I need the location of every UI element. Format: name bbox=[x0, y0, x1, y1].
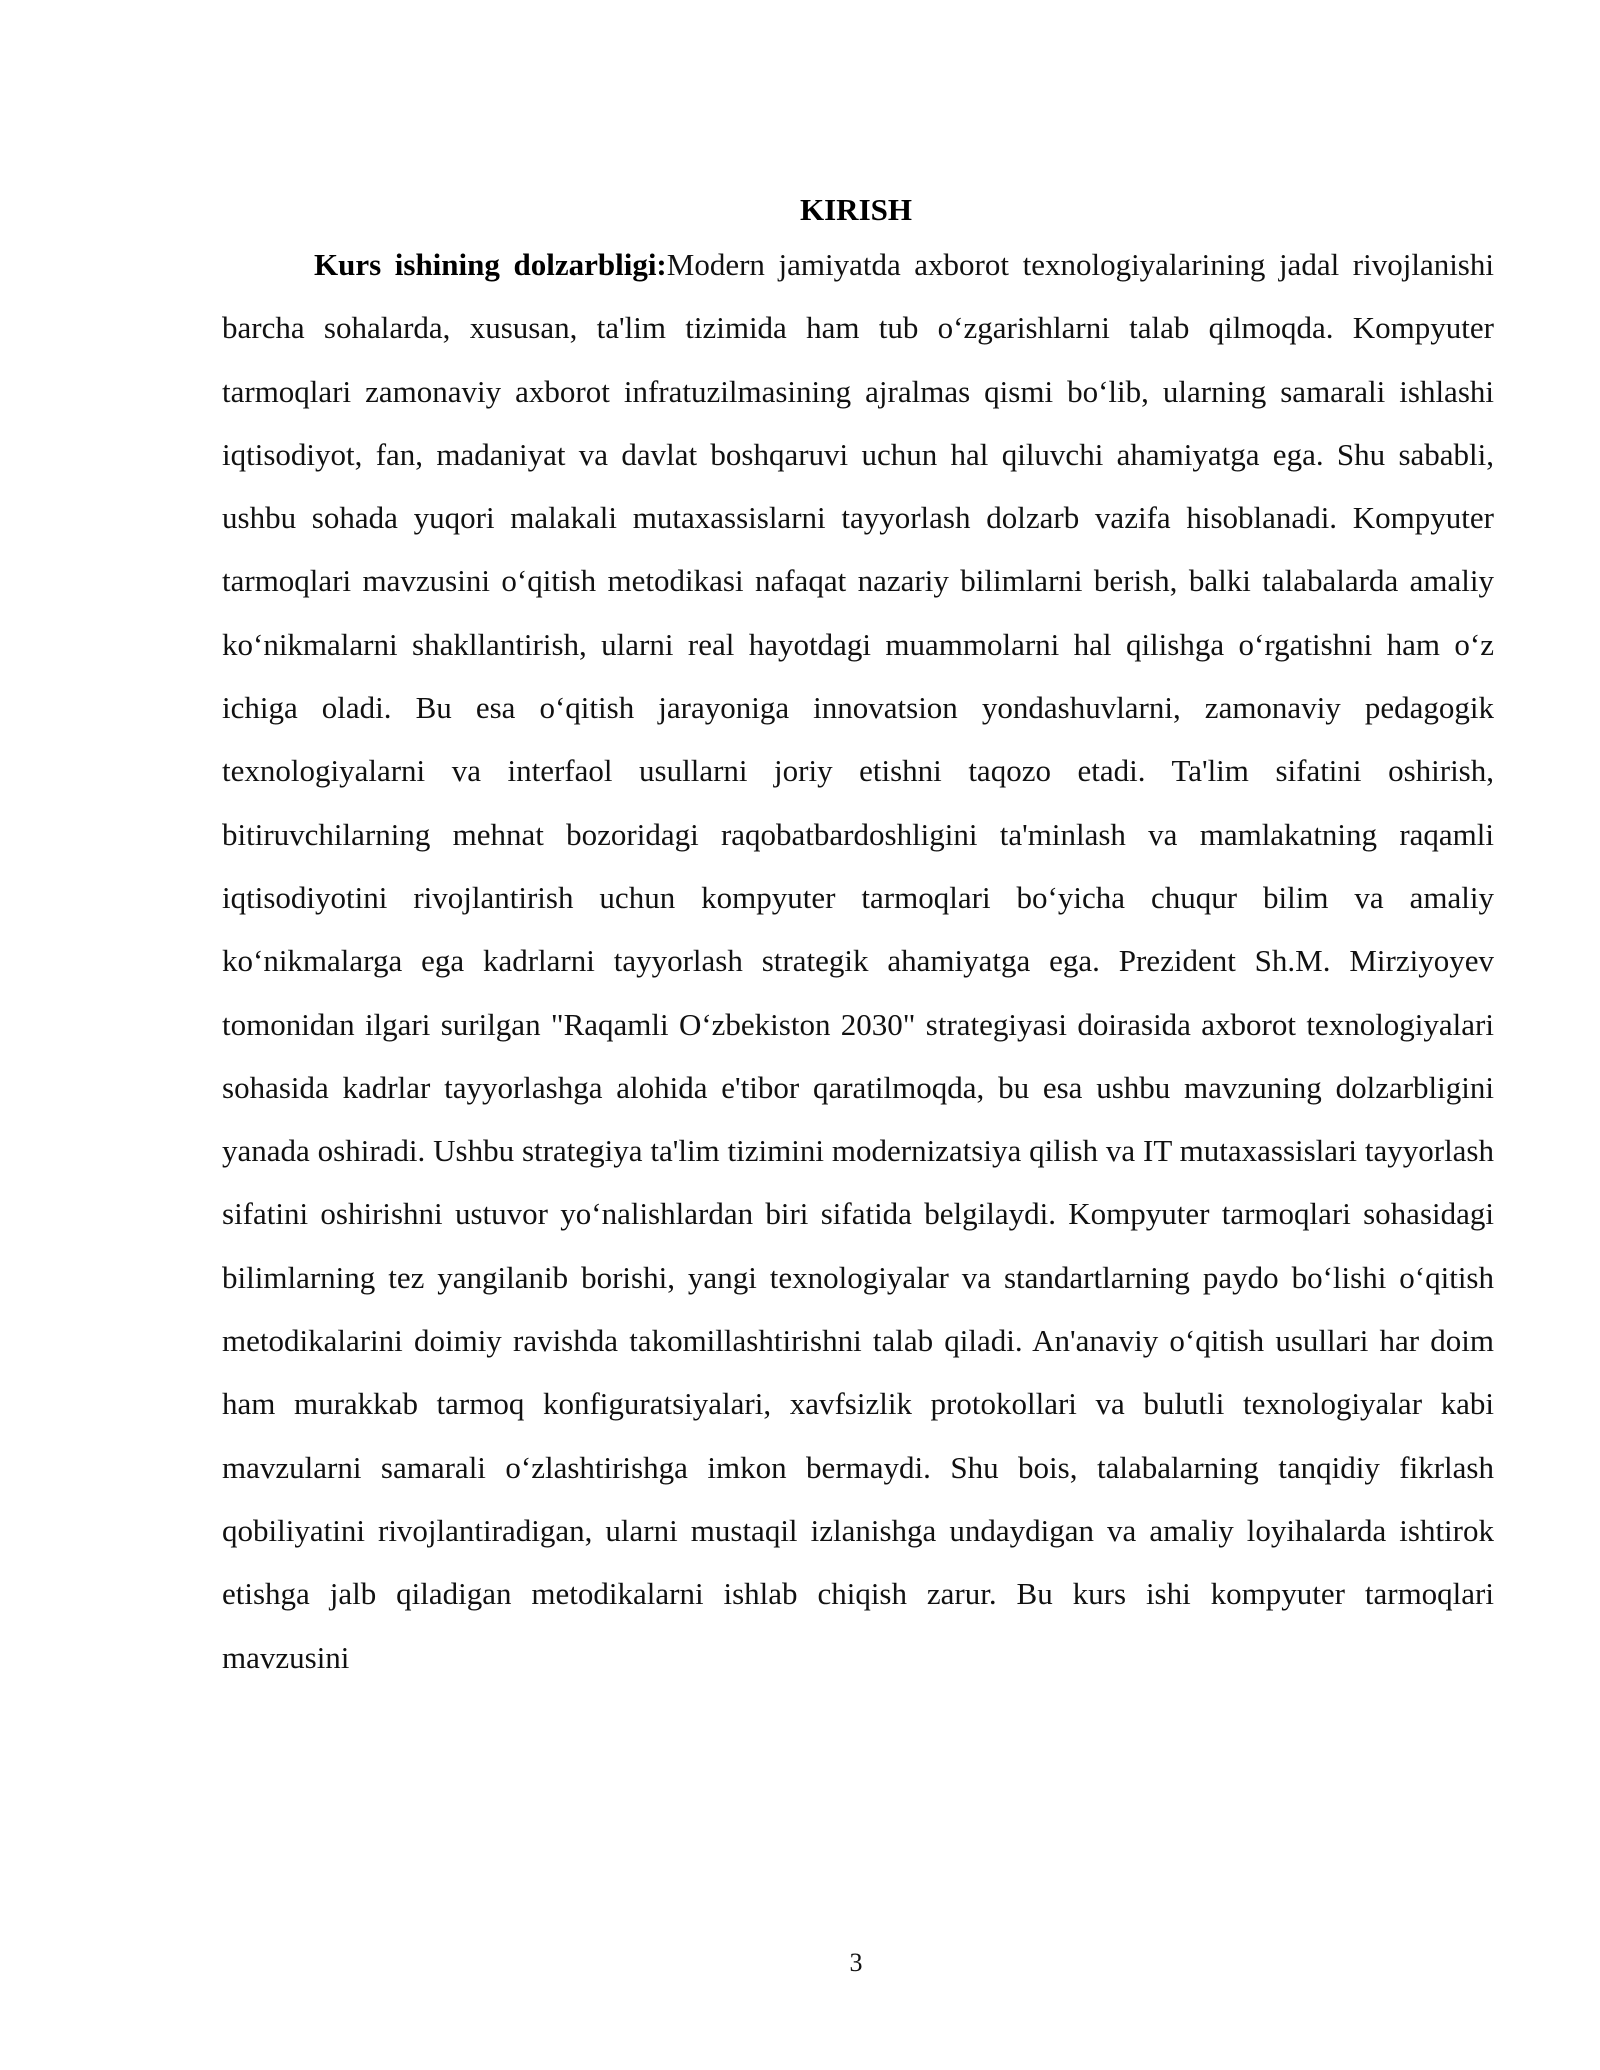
section-heading: KIRISH bbox=[800, 192, 912, 227]
page-number: 3 bbox=[849, 1948, 863, 1977]
intro-paragraph bbox=[222, 233, 1494, 1689]
paragraph-lead: Kurs ishining dolzarbligi: bbox=[314, 247, 667, 282]
paragraph-text: Modern jamiyatda axborot texnologiyalarining jadal rivojlanishi barcha sohalarda, xususan, ta'lim tizimida ham tub oʻzgarishlarni talab qilmoqda. Kompyuter tarmoqlari zamonaviy axborot infratuzilmasining ajralmas qismi boʻlib, ularning samarali ishlashi iqtisodiyot, fan, madaniyat va davlat boshqaruvi uchun hal qiluvchi ahamiyatga ega. Shu sababli, ushbu sohada yuqori malakali mutaxassislarni tayyorlash dolzarb vazifa hisoblanadi. Kompyuter tarmoqlari mavzusini oʻqitish metodikasi nafaqat nazariy bilimlarni berish, balki talabalarda amaliy koʻnikmalarni shakllantirish, ularni real hayotdagi muammolarni hal qilishga oʻrgatishni ham oʻz ichiga oladi. Bu esa oʻqitish jarayoniga innovatsion yondashuvlarni, zamonaviy pedagogik texnologiyalarni va interfaol usullarni joriy etishni taqozo etadi. Ta'lim sifatini oshirish, bitiruvchilarning mehnat bozoridagi raqobatbardoshligini ta'minlash va mamlakatning raqamli iqtisodiyotini rivojlantirish uchun kompyuter tarmoqlari boʻyicha chuqur bilim va amaliy koʻnikmalarga ega kadrlarni tayyorlash strategik ahamiyatga ega. Prezident Sh.M. Mirziyoyev tomonidan ilgari surilgan "Raqamli Oʻzbekiston 2030" strategiyasi doirasida axborot texnologiyalari sohasida kadrlar tayyorlashga alohida e'tibor qaratilmoqda, bu esa ushbu mavzuning dolzarbligini yanada oshiradi. Ushbu strategiya ta'lim tizimini modernizatsiya qilish va IT mutaxassislari tayyorlash sifatini oshirishni ustuvor yoʻnalishlardan biri sifatida belgilaydi. Kompyuter tarmoqlari sohasidagi bilimlarning tez yangilanib borishi, yangi texnologiyalar va standartlarning paydo boʻlishi oʻqitish metodikalarini doimiy ravishda takomillashtirishni talab qiladi. An'anaviy oʻqitish usullari har doim ham murakkab tarmoq konfiguratsiyalari, xavfsizlik protokollari va bulutli texnologiyalar kabi mavzularni samarali oʻzlashtirishga imkon bermaydi. Shu bois, talabalarning tanqidiy fikrlash qobiliyatini rivojlantiradigan, ularni mustaqil izlanishga undaydigan va amaliy loyihalarda ishtirok etishga jalb qiladigan metodikalarni ishlab chiqish zarur. Bu kurs ishi kompyuter tarmoqlari mavzusini bbox=[222, 247, 1494, 1675]
